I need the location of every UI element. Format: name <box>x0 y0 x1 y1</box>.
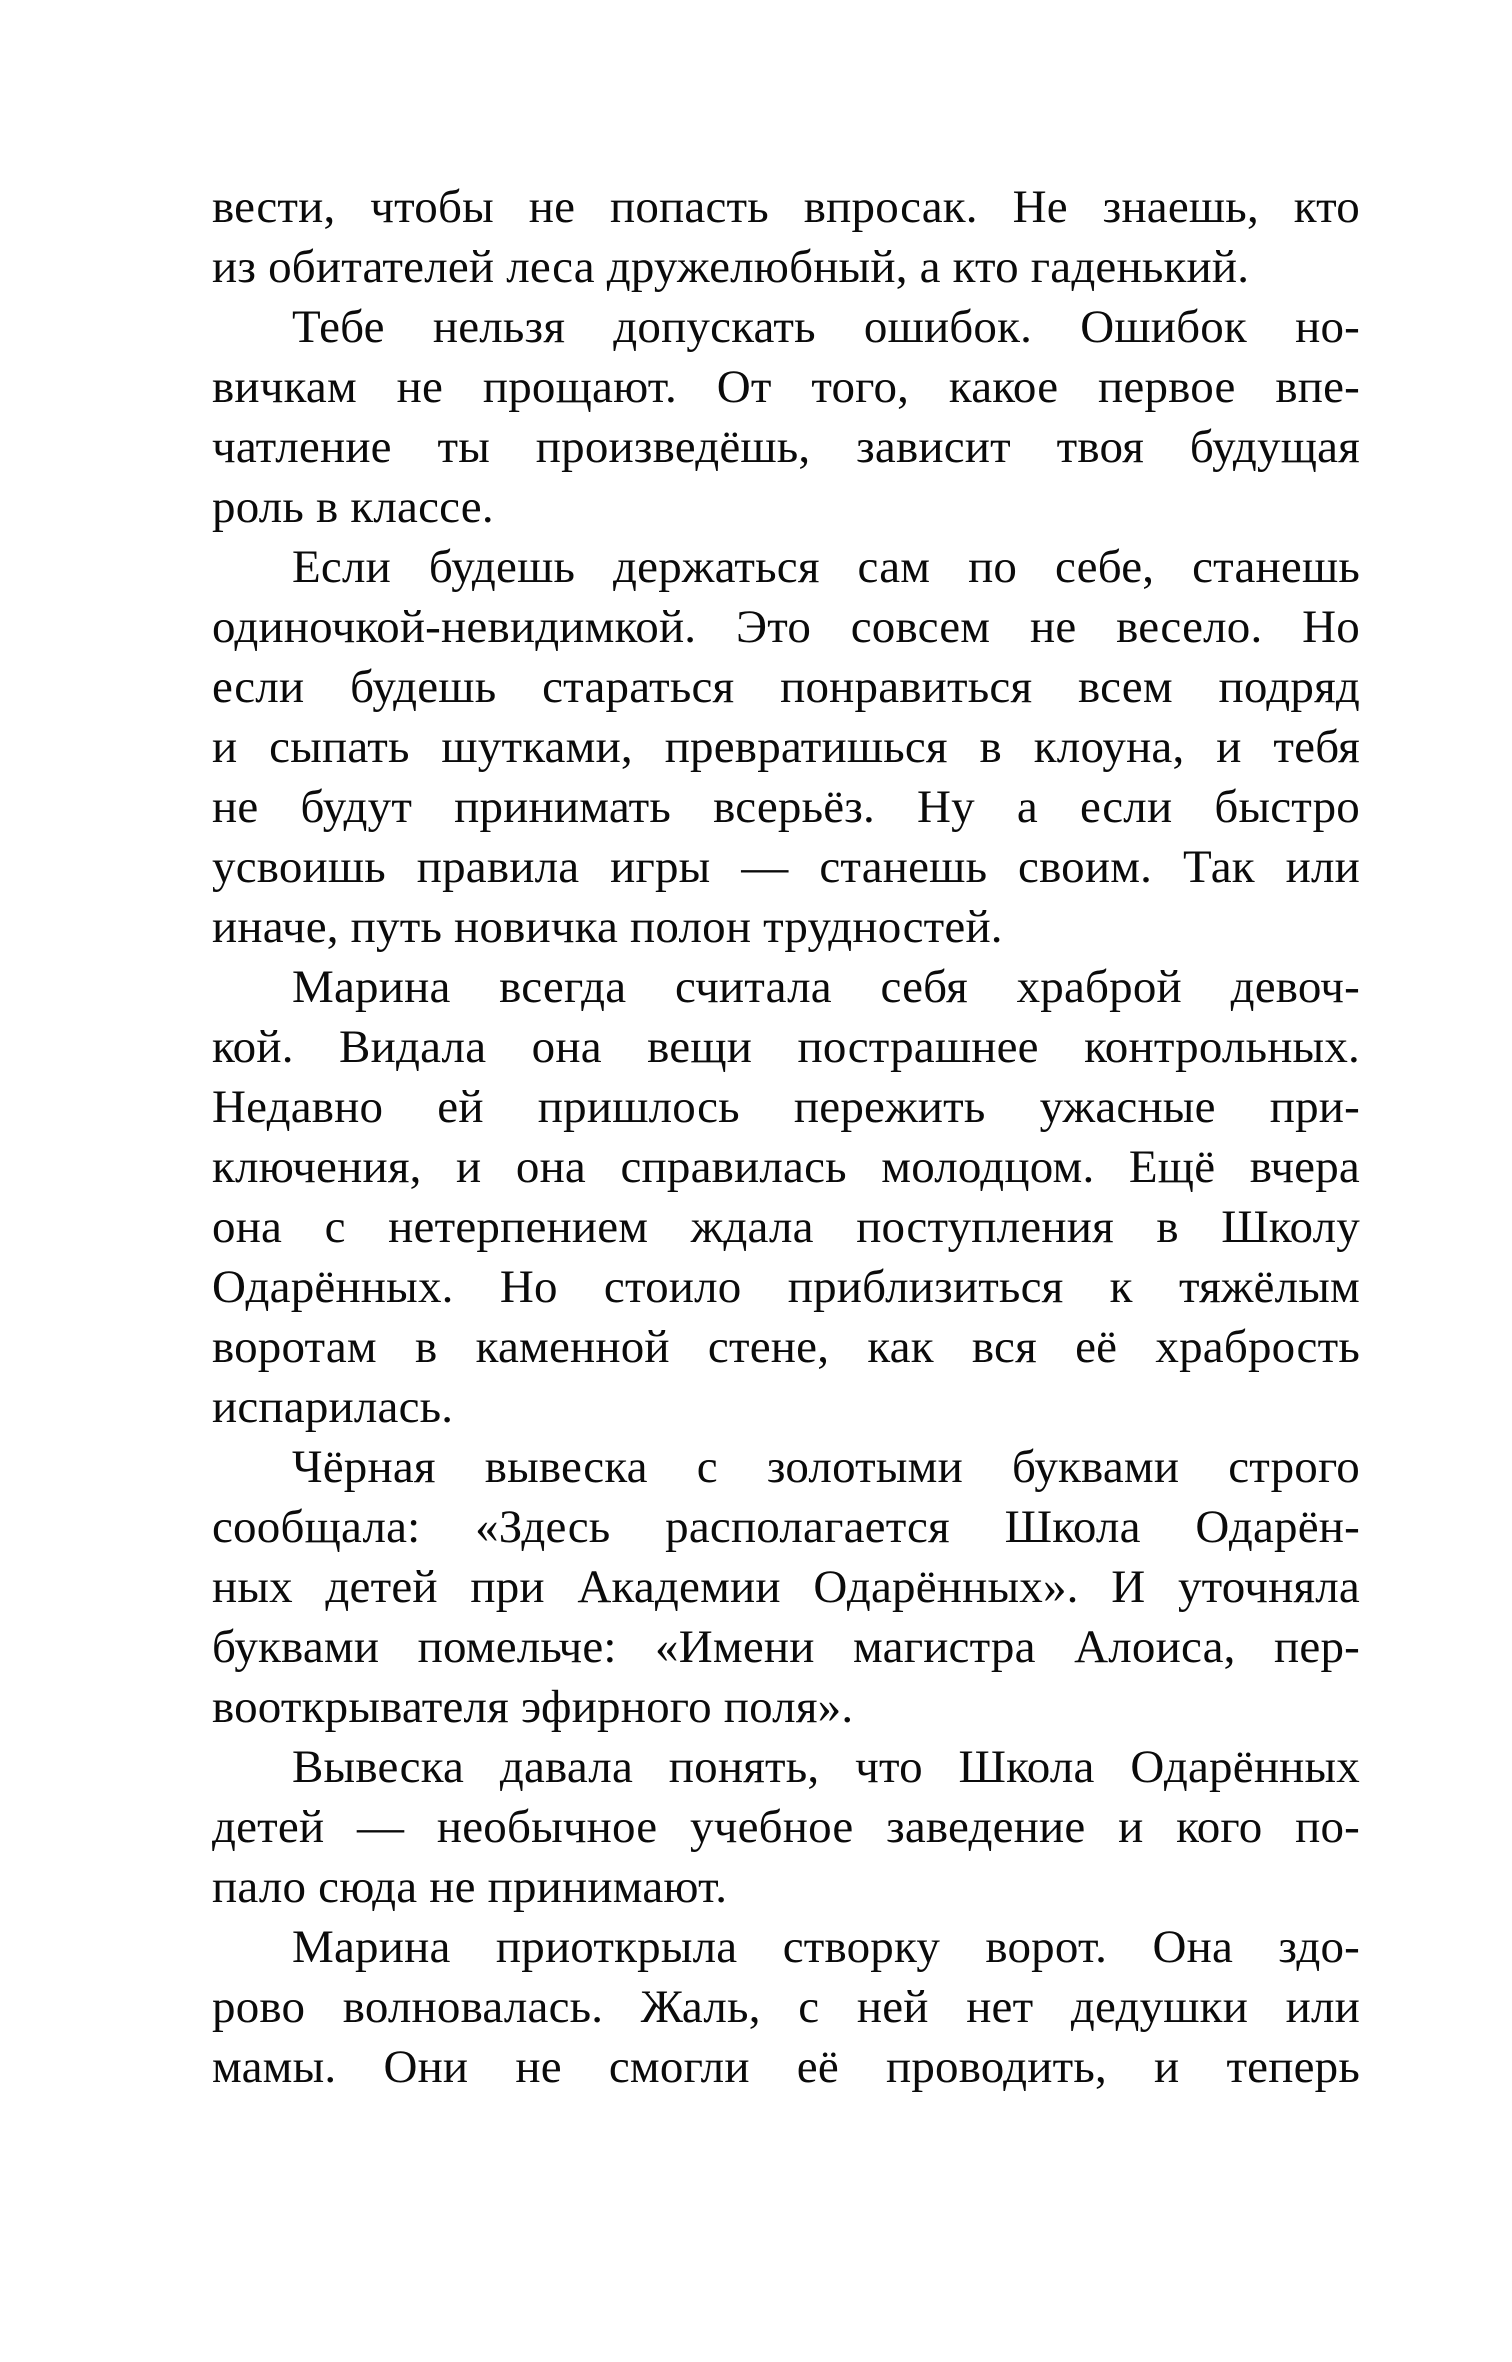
text-line: Чёрная вывеска с золотыми буквами строго <box>292 1441 1360 1493</box>
text-line: Марина всегда считала себя храброй девоч- <box>292 961 1360 1013</box>
text-line: кой. Видала она вещи пострашнее контрольных. <box>212 1021 1360 1073</box>
text-line: ключения, и она справилась молодцом. Ещё вчера <box>212 1141 1360 1193</box>
text-line: чатление ты произведёшь, зависит твоя будущая <box>212 421 1360 473</box>
text-line: сообщала: «Здесь располагается Школа Одарён- <box>212 1501 1360 1553</box>
text-line: мамы. Они не смогли её проводить, и теперь <box>212 2041 1360 2093</box>
text-line: она с нетерпением ждала поступления в Школу <box>212 1201 1360 1253</box>
text-line: одиночкой-невидимкой. Это совсем не весело. Но <box>212 601 1360 653</box>
text-line: Марина приоткрыла створку ворот. Она здо- <box>292 1921 1360 1973</box>
text-line: испарилась. <box>212 1381 454 1433</box>
text-line: и сыпать шутками, превратишься в клоуна, и тебя <box>212 721 1360 773</box>
text-line: из обитателей леса дружелюбный, а кто гаденький. <box>212 241 1250 293</box>
text-line: буквами помельче: «Имени магистра Алоиса, пер- <box>212 1621 1360 1673</box>
text-line: Одарённых. Но стоило приблизиться к тяжёлым <box>212 1261 1360 1313</box>
text-line: если будешь стараться понравиться всем подряд <box>212 661 1360 713</box>
text-line: вооткрывателя эфирного поля». <box>212 1681 854 1733</box>
text-line: роль в классе. <box>212 481 494 533</box>
text-line: детей — необычное учебное заведение и кого по- <box>212 1801 1360 1853</box>
text-line: ных детей при Академии Одарённых». И уточняла <box>212 1561 1360 1613</box>
body-text <box>212 177 1360 2097</box>
text-line: пало сюда не принимают. <box>212 1861 728 1913</box>
text-line: воротам в каменной стене, как вся её храбрость <box>212 1321 1360 1373</box>
text-line: не будут принимать всерьёз. Ну а если быстро <box>212 781 1360 833</box>
text-line: Недавно ей пришлось пережить ужасные при- <box>212 1081 1360 1133</box>
text-line: вичкам не прощают. От того, какое первое впе- <box>212 361 1360 413</box>
text-line: Если будешь держаться сам по себе, станешь <box>292 541 1360 593</box>
text-line: рово волновалась. Жаль, с ней нет дедушки или <box>212 1981 1360 2033</box>
text-line: вести, чтобы не попасть впросак. Не знаешь, кто <box>212 181 1360 233</box>
text-line: усвоишь правила игры — станешь своим. Так или <box>212 841 1360 893</box>
text-line: Вывеска давала понять, что Школа Одарённых <box>292 1741 1360 1793</box>
text-line: иначе, путь новичка полон трудностей. <box>212 901 1003 953</box>
text-line: Тебе нельзя допускать ошибок. Ошибок но- <box>292 301 1360 353</box>
